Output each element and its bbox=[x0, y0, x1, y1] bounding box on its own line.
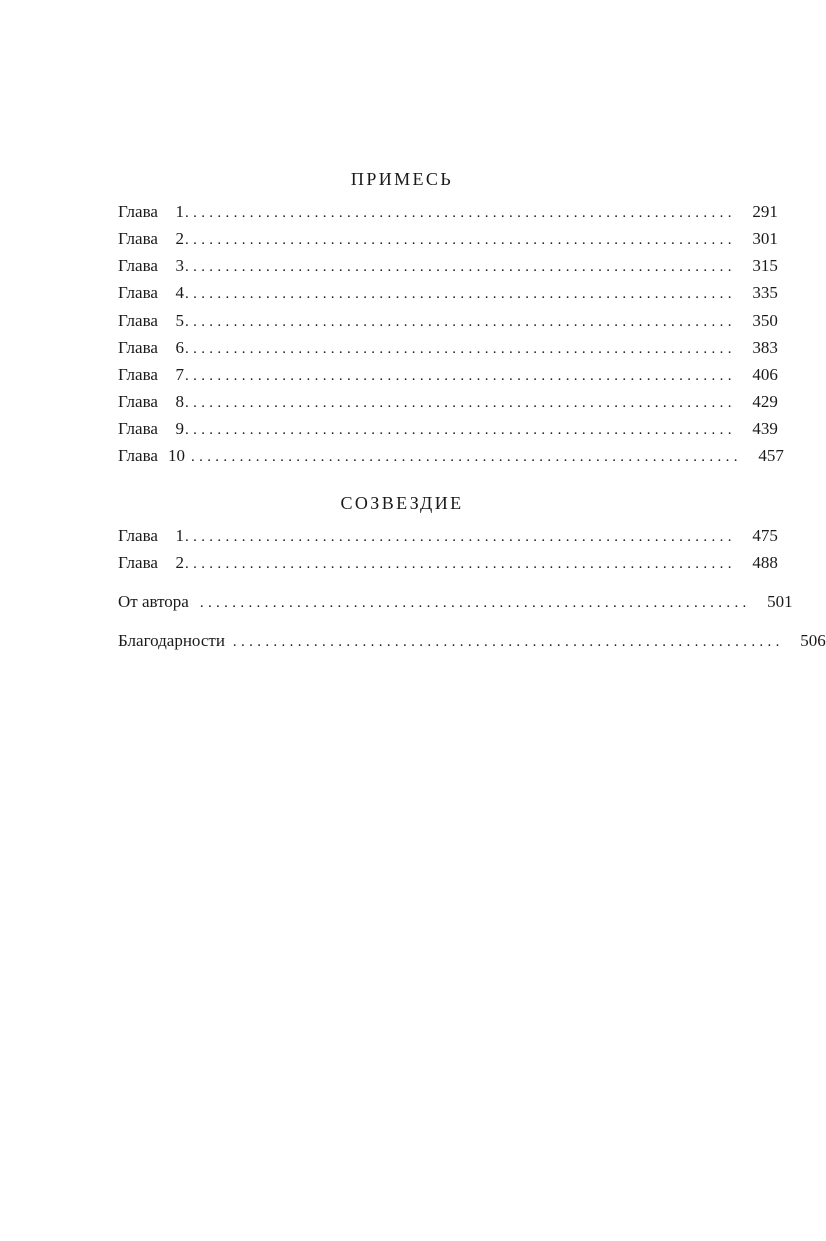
entry-label: Глава bbox=[118, 419, 158, 438]
entry-page-number: 457 bbox=[758, 446, 784, 465]
entry-label: Благодарности bbox=[118, 631, 225, 650]
entry-page-number: 383 bbox=[752, 338, 778, 357]
entry-number: 2 bbox=[175, 553, 184, 572]
section-title-constellation: СОЗВЕЗДИЕ bbox=[340, 493, 464, 513]
entry-label: Глава bbox=[118, 365, 158, 384]
toc-entry[interactable] bbox=[118, 391, 778, 413]
toc-entry[interactable] bbox=[118, 525, 778, 547]
dot-leader: .................................................................... bbox=[185, 368, 736, 384]
entry-page-number: 506 bbox=[800, 631, 826, 650]
entry-label: От автора bbox=[118, 592, 189, 611]
entry-page-number: 406 bbox=[752, 365, 778, 384]
entry-page-number: 501 bbox=[767, 592, 793, 611]
entry-number: 1 bbox=[175, 202, 184, 221]
toc-entry[interactable] bbox=[118, 445, 784, 467]
toc-entry[interactable] bbox=[118, 552, 778, 574]
entry-label: Глава bbox=[118, 338, 158, 357]
dot-leader: .................................................................... bbox=[232, 634, 784, 650]
dot-leader: .................................................................... bbox=[185, 286, 736, 302]
dot-leader: .................................................................... bbox=[185, 259, 736, 275]
entry-number: 7 bbox=[175, 365, 184, 384]
entry-number: 3 bbox=[175, 256, 184, 275]
entry-number: 6 bbox=[175, 338, 184, 357]
dot-leader: .................................................................... bbox=[185, 314, 736, 330]
toc-entry[interactable] bbox=[118, 282, 778, 304]
entry-number: 1 bbox=[175, 526, 184, 545]
toc-entry[interactable] bbox=[118, 201, 778, 223]
toc-entry[interactable] bbox=[118, 255, 778, 277]
toc-entry[interactable] bbox=[118, 310, 778, 332]
entry-page-number: 429 bbox=[752, 392, 778, 411]
entry-page-number: 301 bbox=[752, 229, 778, 248]
dot-leader: .................................................................... bbox=[185, 341, 736, 357]
entry-label: Глава bbox=[118, 229, 158, 248]
dot-leader: .................................................................... bbox=[185, 205, 736, 221]
toc-entry[interactable] bbox=[118, 337, 778, 359]
entry-page-number: 335 bbox=[752, 283, 778, 302]
entry-label: Глава bbox=[118, 392, 158, 411]
entry-number: 8 bbox=[175, 392, 184, 411]
toc-entry[interactable] bbox=[118, 418, 778, 440]
entry-label: Глава bbox=[118, 256, 158, 275]
entry-page-number: 475 bbox=[752, 526, 778, 545]
dot-leader: .................................................................... bbox=[185, 395, 736, 411]
entry-page-number: 439 bbox=[752, 419, 778, 438]
entry-label: Глава bbox=[118, 446, 158, 465]
entry-label: Глава bbox=[118, 553, 158, 572]
entry-page-number: 291 bbox=[752, 202, 778, 221]
entry-label: Глава bbox=[118, 202, 158, 221]
entry-label: Глава bbox=[118, 283, 158, 302]
section-title-primes: ПРИМЕСЬ bbox=[350, 169, 454, 189]
entry-number: 5 bbox=[175, 311, 184, 330]
entry-page-number: 315 bbox=[752, 256, 778, 275]
entry-number: 10 bbox=[168, 446, 185, 465]
entry-label: Глава bbox=[118, 311, 158, 330]
dot-leader: .................................................................... bbox=[191, 449, 742, 465]
dot-leader: .................................................................... bbox=[185, 556, 736, 572]
dot-leader: .................................................................... bbox=[199, 595, 751, 611]
toc-entry[interactable] bbox=[118, 364, 778, 386]
toc-entry-author-note[interactable] bbox=[118, 591, 793, 613]
entry-page-number: 488 bbox=[752, 553, 778, 572]
entry-number: 4 bbox=[175, 283, 184, 302]
dot-leader: .................................................................... bbox=[185, 422, 736, 438]
entry-label: Глава bbox=[118, 526, 158, 545]
toc-entry-acknowledgements[interactable] bbox=[118, 630, 826, 652]
entry-number: 9 bbox=[175, 419, 184, 438]
entry-number: 2 bbox=[175, 229, 184, 248]
entry-page-number: 350 bbox=[752, 311, 778, 330]
toc-entry[interactable] bbox=[118, 228, 778, 250]
dot-leader: .................................................................... bbox=[185, 232, 736, 248]
dot-leader: .................................................................... bbox=[185, 529, 736, 545]
